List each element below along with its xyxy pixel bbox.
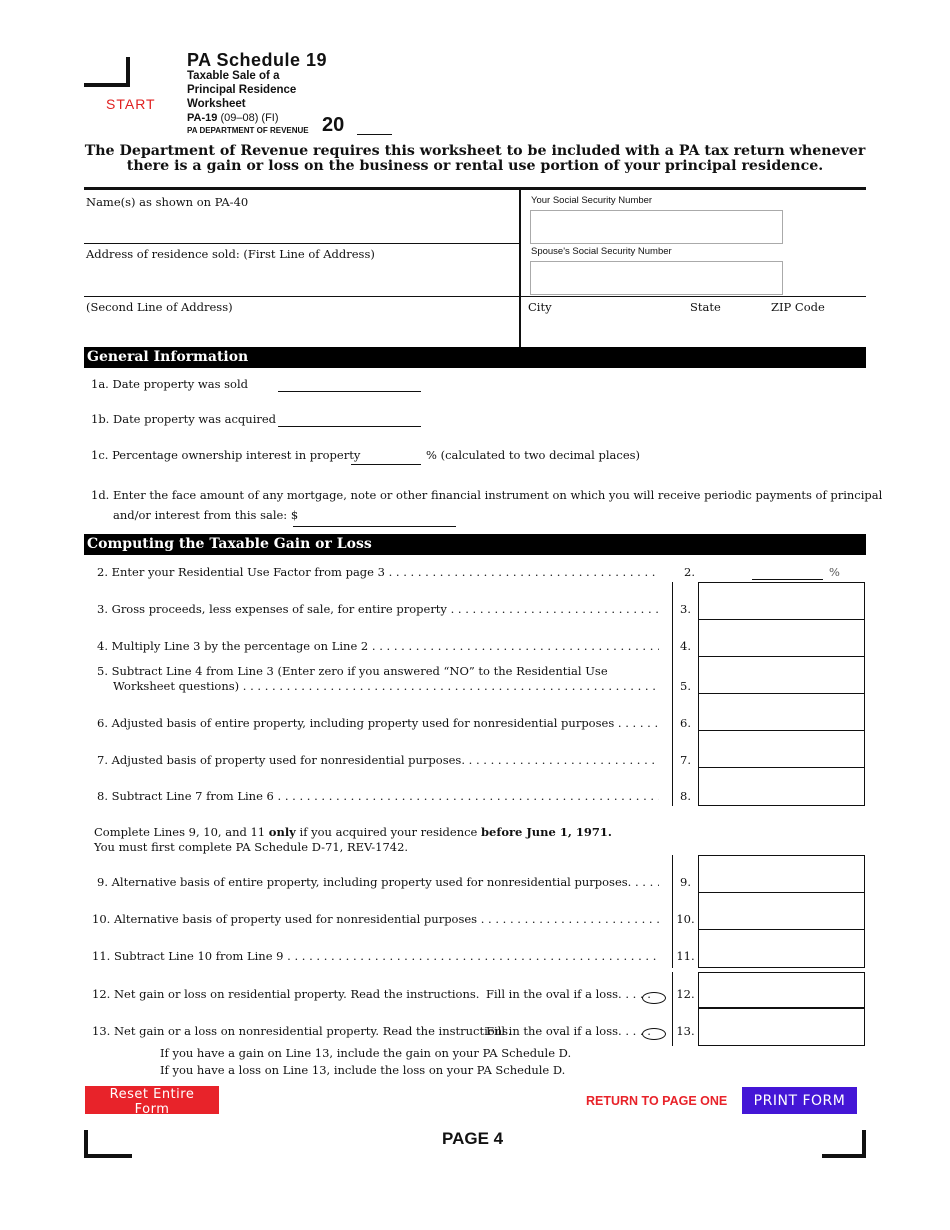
print-form-button[interactable]: PRINT FORM — [742, 1087, 857, 1114]
line-5-number: 5. — [680, 679, 691, 693]
pre-1971-note — [94, 825, 612, 839]
line-4-input[interactable] — [698, 619, 865, 657]
line-4-number: 4. — [680, 639, 691, 653]
note-part-1: Complete Lines 9, 10, and 11 — [94, 825, 269, 839]
line-9-number: 9. — [680, 875, 691, 889]
address2-input[interactable] — [86, 318, 514, 346]
zip-input[interactable] — [771, 316, 863, 344]
line-2-label: 2. Enter your Residential Use Factor from page 3 . . . — [97, 565, 659, 579]
start-label: START — [106, 96, 156, 112]
schedule-title: PA Schedule 19 — [187, 50, 328, 70]
line-7-label: 7. Adjusted basis of property used for nonresidential purposes. . . . — [97, 753, 659, 767]
form-code-id: PA-19 — [187, 112, 218, 124]
line-9-label: 9. Alternative basis of entire property, including property used for nonresidential purposes. . . . — [97, 875, 659, 889]
line-11-input[interactable] — [698, 929, 865, 968]
ssn-label: Your Social Security Number — [531, 195, 653, 206]
line-6-input[interactable] — [698, 693, 865, 731]
spouse-ssn-label: Spouse's Social Security Number — [531, 246, 672, 257]
line-7-input[interactable] — [698, 730, 865, 768]
address1-label: Address of residence sold: (First Line of Address) — [86, 247, 375, 261]
line-9-input[interactable] — [698, 855, 865, 893]
ownership-percent-input[interactable] — [351, 450, 421, 465]
gain-note: If you have a gain on Line 13, include the gain on your PA Schedule D. — [160, 1046, 572, 1060]
line-1c-label: 1c. Percentage ownership interest in property — [91, 448, 361, 462]
line-11-number: 11. — [676, 949, 695, 963]
line-7-number: 7. — [680, 753, 691, 767]
general-info-header: General Information — [84, 347, 866, 368]
line-10-input[interactable] — [698, 892, 865, 930]
form-code — [187, 112, 279, 124]
line-13-label: 13. Net gain or a loss on nonresidential property. Read the instructions. — [92, 1024, 512, 1038]
line-3-number: 3. — [680, 602, 691, 616]
line-8-input[interactable] — [698, 767, 865, 806]
schedule-d71-note: You must first complete PA Schedule D-71, REV-1742. — [94, 840, 409, 854]
subtitle-line-2: Principal Residence — [187, 84, 297, 96]
city-input[interactable] — [528, 316, 683, 344]
line-1c-suffix: % (calculated to two decimal places) — [426, 448, 641, 462]
corner-mark-bottom-right — [822, 1130, 866, 1158]
line-12-label: 12. Net gain or loss on residential property. Read the instructions. — [92, 987, 480, 1001]
identity-rule-1 — [84, 243, 519, 244]
note-part-4: before June 1, 1971. — [481, 825, 612, 839]
residential-use-factor-input[interactable] — [752, 565, 823, 580]
return-to-page-one-link[interactable]: RETURN TO PAGE ONE — [586, 1094, 728, 1108]
line-12-oval-label: Fill in the oval if a loss. . . . . — [486, 987, 651, 1001]
line-8-number: 8. — [680, 789, 691, 803]
name-input[interactable] — [86, 212, 514, 240]
line-5-input[interactable] — [698, 656, 865, 694]
note-part-3: if you acquired your residence — [295, 825, 482, 839]
line-1a-label: 1a. Date property was sold — [91, 377, 248, 391]
loss-note: If you have a loss on Line 13, include the loss on your PA Schedule D. — [160, 1063, 566, 1077]
line-4-label: 4. Multiply Line 3 by the percentage on Line 2 . . . — [97, 639, 659, 653]
line-13-input[interactable] — [698, 1008, 865, 1046]
subtitle-line-3: Worksheet — [187, 98, 246, 110]
note-part-2: only — [268, 825, 296, 839]
line-5-label: 5. Subtract Line 4 from Line 3 (Enter zero if you answered “NO” to the Residential Use — [97, 664, 608, 678]
line-3-input[interactable] — [698, 582, 865, 620]
line-1d-label: 1d. Enter the face amount of any mortgage, note or other financial instrument on which you will receive periodic payments of principal — [91, 488, 883, 502]
department-name: PA DEPARTMENT OF REVENUE — [187, 126, 309, 135]
tax-year-prefix: 20 — [322, 114, 345, 136]
line-2-percent: % — [829, 565, 840, 579]
state-label: State — [690, 300, 721, 314]
line-1d-label-cont: and/or interest from this sale: $ — [113, 508, 299, 522]
line-11-label: 11. Subtract Line 10 from Line 9 . . . — [92, 949, 659, 963]
address1-input[interactable] — [86, 264, 514, 292]
line-6-label: 6. Adjusted basis of entire property, including property used for nonresidential purposes . . . — [97, 716, 659, 730]
reset-form-button[interactable]: Reset Entire Form — [85, 1086, 219, 1114]
name-label: Name(s) as shown on PA-40 — [86, 195, 249, 209]
line-8-label: 8. Subtract Line 7 from Line 6 . . . — [97, 789, 659, 803]
line-12-number: 12. — [676, 987, 695, 1001]
computing-header: Computing the Taxable Gain or Loss — [84, 534, 866, 555]
line-2-number: 2. — [684, 565, 695, 579]
date-sold-input[interactable] — [278, 377, 421, 392]
form-revision: (09–08) (FI) — [220, 112, 279, 124]
line-12-input[interactable] — [698, 972, 865, 1008]
line-6-number: 6. — [680, 716, 691, 730]
line-13-oval-label: Fill in the oval if a loss. . . . . — [486, 1024, 651, 1038]
state-input[interactable] — [690, 316, 760, 344]
identity-top-rule — [84, 187, 866, 190]
identity-divider — [519, 190, 521, 347]
spouse-ssn-input[interactable] — [530, 261, 783, 295]
line-1b-label: 1b. Date property was acquired — [91, 412, 277, 426]
zip-label: ZIP Code — [771, 300, 825, 314]
line-10-number: 10. — [676, 912, 695, 926]
mortgage-amount-input[interactable] — [293, 512, 456, 527]
subtitle-line-1: Taxable Sale of a — [187, 70, 280, 82]
tax-year-field[interactable] — [357, 134, 392, 135]
line-13-loss-oval[interactable] — [642, 1028, 666, 1040]
line-12-loss-oval[interactable] — [642, 992, 666, 1004]
address2-label: (Second Line of Address) — [86, 300, 233, 314]
line-5-label-cont: Worksheet questions) . . . — [113, 679, 659, 693]
corner-mark-top-left — [84, 57, 130, 87]
ssn-input[interactable] — [530, 210, 783, 244]
corner-mark-bottom-left — [84, 1130, 132, 1158]
page-number: PAGE 4 — [442, 1129, 504, 1148]
city-label: City — [528, 300, 552, 314]
line-10-label: 10. Alternative basis of property used for nonresidential purposes . . . — [92, 912, 659, 926]
line-3-label: 3. Gross proceeds, less expenses of sale, for entire property . . . — [97, 602, 659, 616]
line-13-number: 13. — [676, 1024, 695, 1038]
intro-text: The Department of Revenue requires this worksheet to be included with a PA tax return whenever there is a gain or loss on the business or rental use portion of your principal residence. — [84, 143, 866, 174]
identity-rule-2 — [84, 296, 866, 297]
date-acquired-input[interactable] — [278, 412, 421, 427]
